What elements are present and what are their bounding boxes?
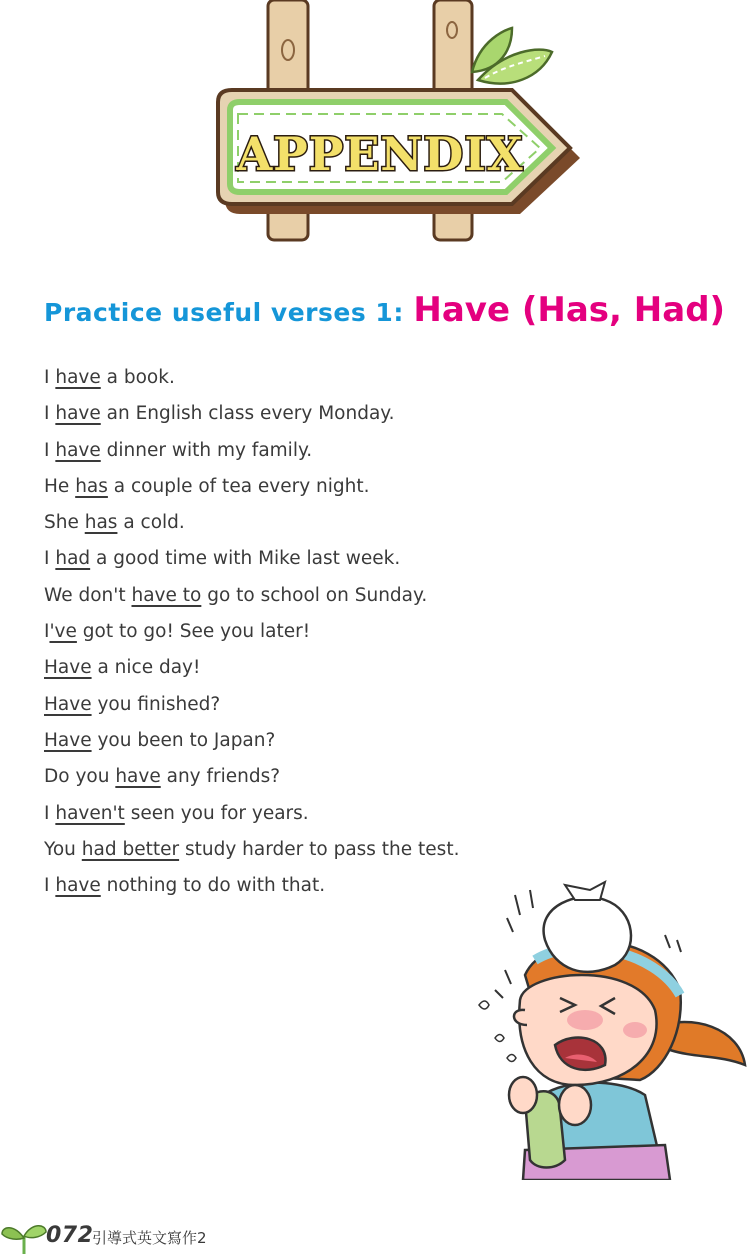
sentence-line: I have nothing to do with that.: [44, 875, 326, 897]
sentence-line: I have a book.: [44, 367, 175, 388]
sentence-line: I had a good time with Mike last week.: [44, 548, 401, 570]
page-number: 072: [46, 1223, 94, 1248]
sentence-line: You had better study harder to pass the test.: [44, 838, 460, 860]
highlighted-verb: have: [55, 403, 101, 425]
highlighted-verb: has: [84, 512, 118, 534]
highlighted-verb: haven't: [55, 802, 125, 824]
highlighted-verb: Have: [44, 693, 92, 715]
sentence-line: We don't have to go to school on Sunday.: [44, 584, 428, 606]
sentence-line: He has a couple of tea every night.: [44, 475, 370, 497]
heading-title: Have (Has, Had): [413, 290, 726, 330]
sign-text: APPENDIX: [236, 127, 524, 181]
sentence-line: She has a cold.: [44, 512, 185, 534]
sentence-line: I have an English class every Monday.: [44, 403, 395, 425]
appendix-sign: [0, 0, 750, 250]
highlighted-verb: Have: [44, 729, 92, 751]
page-footer: [0, 1212, 750, 1256]
highlighted-verb: Have: [44, 657, 92, 679]
sentence-line: I have dinner with my family.: [44, 439, 313, 461]
sick-girl-illustration: [465, 880, 750, 1180]
heading-prefix: Practice useful verses 1:: [44, 298, 404, 327]
book-title: 引導式英文寫作2: [92, 1229, 207, 1247]
highlighted-verb: 've: [49, 621, 77, 643]
highlighted-verb: have to: [131, 584, 202, 606]
sentence-line: I've got to go! See you later!: [44, 621, 311, 643]
sprout-icon: [0, 1220, 48, 1254]
highlighted-verb: had: [55, 548, 91, 570]
highlighted-verb: have: [55, 439, 101, 461]
highlighted-verb: had better: [81, 838, 180, 860]
sentence-line: I haven't seen you for years.: [44, 802, 309, 824]
sentence-line: Have you finished?: [44, 693, 221, 715]
highlighted-verb: has: [75, 475, 108, 497]
sentence-line: Do you have any friends?: [44, 766, 281, 788]
highlighted-verb: have: [115, 766, 161, 788]
sentence-list: [44, 362, 484, 906]
sentence-line: Have you been to Japan?: [44, 729, 276, 751]
sentence-line: Have a nice day!: [44, 657, 201, 679]
highlighted-verb: have: [55, 875, 101, 897]
highlighted-verb: have: [55, 367, 101, 388]
section-heading: [44, 290, 725, 330]
